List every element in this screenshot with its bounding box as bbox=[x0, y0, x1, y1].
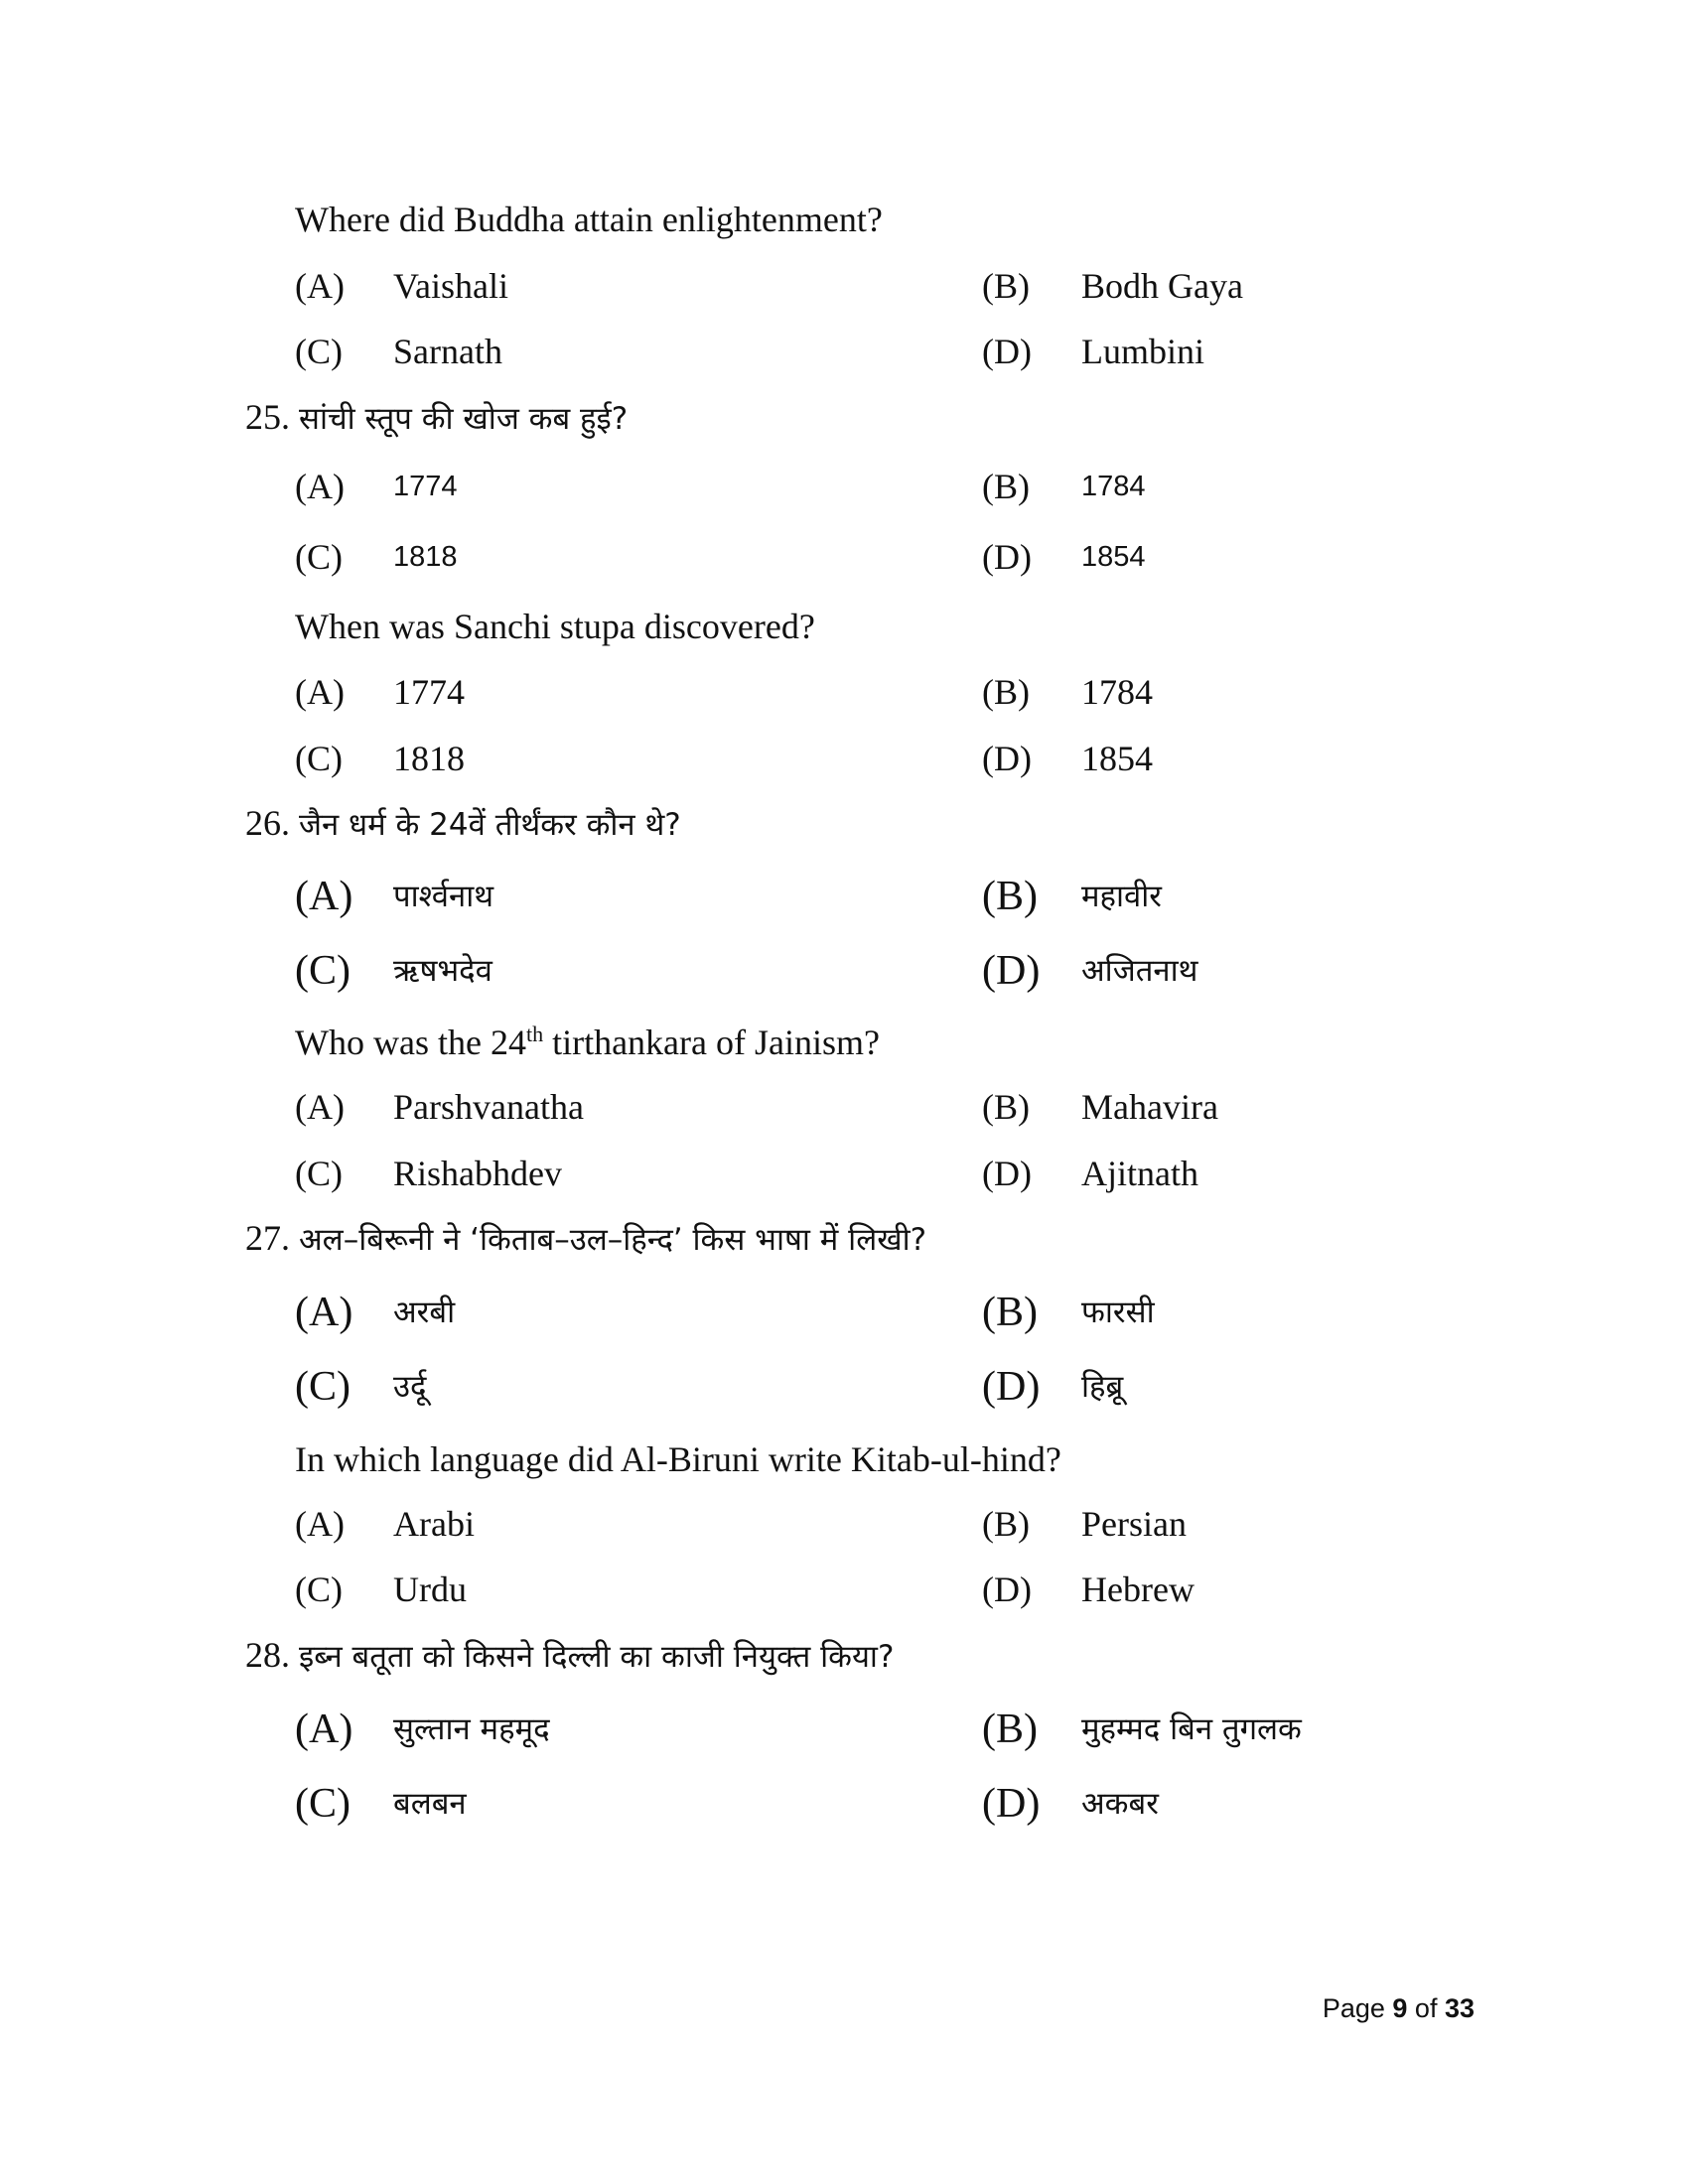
option-label: (C) bbox=[295, 1154, 343, 1193]
option-label: (C) bbox=[295, 1781, 351, 1827]
question-text-english: In which language did Al-Biruni write Kitab-ul-hind? bbox=[295, 1439, 1061, 1479]
option-label: (D) bbox=[982, 739, 1032, 778]
option-label: (B) bbox=[982, 266, 1030, 306]
question-text-english: When was Sanchi stupa discovered? bbox=[295, 607, 815, 646]
option-text: बलबन bbox=[393, 1786, 467, 1822]
option-label: (C) bbox=[295, 332, 343, 371]
question-hindi bbox=[245, 801, 681, 845]
option-label: (D) bbox=[982, 1154, 1032, 1193]
option-label: (D) bbox=[982, 1781, 1041, 1827]
footer-prefix: Page bbox=[1322, 1993, 1393, 2023]
option-text: 1818 bbox=[393, 739, 465, 778]
option-text: Ajitnath bbox=[1081, 1154, 1198, 1193]
option-label: (A) bbox=[295, 874, 353, 919]
option-label: (B) bbox=[982, 874, 1038, 919]
option-text: Parshvanatha bbox=[393, 1087, 584, 1127]
total-pages: 33 bbox=[1444, 1993, 1475, 2023]
option-text: Vaishali bbox=[393, 266, 508, 306]
option-text: उर्दू bbox=[393, 1369, 427, 1405]
question-text-hindi: इब्न बतूता को किसने दिल्ली का काजी नियुक्त किया? bbox=[299, 1639, 895, 1675]
option-label: (C) bbox=[295, 948, 351, 994]
option-label: (C) bbox=[295, 739, 343, 778]
footer-of: of bbox=[1407, 1993, 1445, 2023]
question-number: 26. bbox=[245, 803, 290, 843]
option-text: अकबर bbox=[1081, 1786, 1159, 1822]
option-text: Mahavira bbox=[1081, 1087, 1218, 1127]
option-label: (A) bbox=[295, 467, 345, 506]
option-text: महावीर bbox=[1081, 879, 1162, 914]
option-text: अरबी bbox=[393, 1295, 456, 1330]
option-text: Lumbini bbox=[1081, 332, 1204, 371]
option-label: (D) bbox=[982, 948, 1041, 994]
option-label: (B) bbox=[982, 1087, 1030, 1127]
question-number: 25. bbox=[245, 397, 290, 437]
option-text: Hebrew bbox=[1081, 1570, 1195, 1609]
option-text: 1774 bbox=[393, 672, 465, 712]
option-label: (B) bbox=[982, 1290, 1038, 1335]
option-label: (B) bbox=[982, 467, 1030, 506]
option-text: Urdu bbox=[393, 1570, 467, 1609]
option-text: 1818 bbox=[393, 541, 458, 573]
option-label: (A) bbox=[295, 266, 345, 306]
question-hindi bbox=[245, 1216, 926, 1260]
option-text: अजितनाथ bbox=[1081, 953, 1198, 989]
option-text: Rishabhdev bbox=[393, 1154, 562, 1193]
option-label: (A) bbox=[295, 1504, 345, 1544]
option-text: Bodh Gaya bbox=[1081, 266, 1243, 306]
option-text: 1784 bbox=[1081, 672, 1153, 712]
option-text: पार्श्वनाथ bbox=[393, 879, 494, 914]
option-text: 1854 bbox=[1081, 739, 1153, 778]
option-label: (D) bbox=[982, 1364, 1041, 1410]
question-hindi bbox=[245, 395, 628, 439]
option-label: (C) bbox=[295, 1570, 343, 1609]
question-text-part: tirthankara of Jainism? bbox=[543, 1023, 880, 1062]
question-text-hindi: जैन धर्म के 24वें तीर्थंकर कौन थे? bbox=[299, 807, 681, 843]
option-label: (A) bbox=[295, 1290, 353, 1335]
option-text: 1784 bbox=[1081, 471, 1146, 502]
option-label: (C) bbox=[295, 537, 343, 577]
option-label: (D) bbox=[982, 1570, 1032, 1609]
option-text: Persian bbox=[1081, 1504, 1187, 1544]
option-text: हिब्रू bbox=[1081, 1369, 1124, 1405]
option-text: मुहम्मद बिन तुगलक bbox=[1081, 1711, 1302, 1747]
option-label: (C) bbox=[295, 1364, 351, 1410]
page-number bbox=[1323, 1993, 1475, 2024]
option-text: 1854 bbox=[1081, 541, 1146, 573]
option-label: (A) bbox=[295, 1087, 345, 1127]
question-hindi bbox=[245, 1633, 894, 1677]
option-label: (D) bbox=[982, 537, 1032, 577]
current-page: 9 bbox=[1392, 1993, 1408, 2023]
superscript: th bbox=[525, 1022, 544, 1046]
option-text: फारसी bbox=[1081, 1295, 1155, 1330]
option-label: (B) bbox=[982, 1504, 1030, 1544]
option-label: (B) bbox=[982, 1706, 1038, 1752]
option-label: (D) bbox=[982, 332, 1032, 371]
question-text-part: Who was the 24 bbox=[295, 1023, 526, 1062]
option-text: Sarnath bbox=[393, 332, 502, 371]
option-text: ऋषभदेव bbox=[393, 953, 492, 989]
question-text-hindi: अल–बिरूनी ने ‘किताब–उल–हिन्द’ किस भाषा में लिखी? bbox=[299, 1222, 927, 1258]
question-text-english: Where did Buddha attain enlightenment? bbox=[295, 200, 883, 239]
question-text-hindi: सांची स्तूप की खोज कब हुई? bbox=[299, 401, 629, 437]
question-text-english bbox=[295, 1021, 880, 1064]
question-number: 28. bbox=[245, 1635, 290, 1675]
option-text: सुल्तान महमूद bbox=[393, 1711, 550, 1747]
option-text: Arabi bbox=[393, 1504, 475, 1544]
option-label: (A) bbox=[295, 1706, 353, 1752]
option-label: (B) bbox=[982, 672, 1030, 712]
option-label: (A) bbox=[295, 672, 345, 712]
option-text: 1774 bbox=[393, 471, 458, 502]
question-number: 27. bbox=[245, 1218, 290, 1258]
